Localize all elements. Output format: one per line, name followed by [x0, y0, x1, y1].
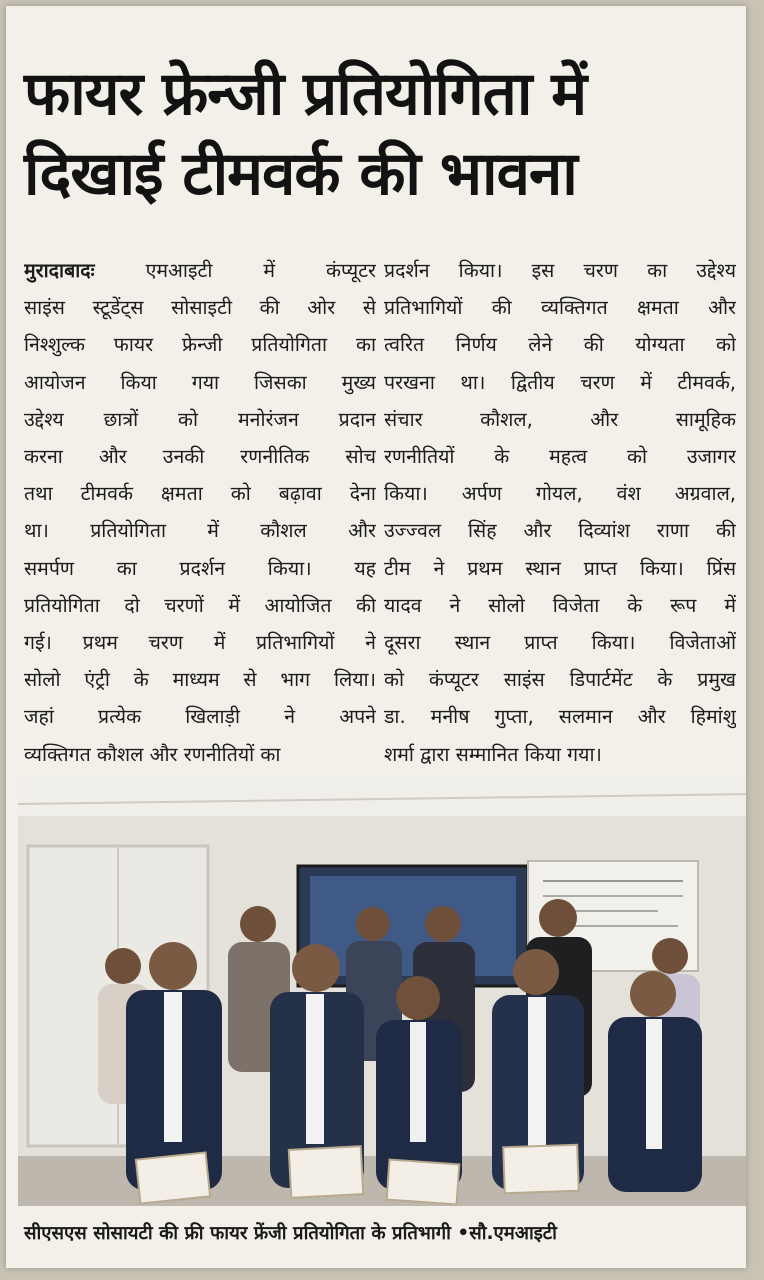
- article-line: रणनीतियों के महत्व को उजागर: [384, 445, 736, 469]
- article-line: त्वरित निर्णय लेने की योग्यता को: [384, 333, 736, 357]
- headline-line-1: फायर फ्रेन्जी प्रतियोगिता में: [24, 59, 587, 130]
- headline: [24, 55, 734, 215]
- article-line: आयोजन किया गया जिसका मुख्य: [24, 370, 376, 394]
- article-line: जहां प्रत्येक खिलाड़ी ने अपने: [24, 705, 376, 729]
- article-line: को कंप्यूटर साइंस डिपार्टमेंट के प्रमुख: [384, 668, 736, 692]
- article-line: करना और उनकी रणनीतिक सोच: [24, 445, 376, 469]
- group-photo: [18, 776, 746, 1206]
- article-line: प्रतिभागियों की व्यक्तिगत क्षमता और: [384, 296, 736, 320]
- article-line: था। प्रतियोगिता में कौशल और: [24, 519, 376, 543]
- article-line: सोलो एंट्री के माध्यम से भाग लिया।: [24, 668, 376, 692]
- article-line: प्रतियोगिता दो चरणों में आयोजित की: [24, 593, 376, 617]
- article-body: [24, 252, 736, 772]
- article-column-2: [384, 252, 736, 772]
- article-line: परखना था। द्वितीय चरण में टीमवर्क,: [384, 370, 736, 394]
- article-line: संचार कौशल, और सामूहिक: [384, 407, 736, 431]
- headline-line-2: दिखाई टीमवर्क की भावना: [24, 139, 577, 210]
- group-photo-illustration: [18, 776, 746, 1206]
- article-line: डा. मनीष गुप्ता, सलमान और हिमांशु: [384, 705, 736, 729]
- article-line: गई। प्रथम चरण में प्रतिभागियों ने: [24, 631, 376, 655]
- article-line: उज्ज्वल सिंह और दिव्यांश राणा की: [384, 519, 736, 543]
- article-column-1: [24, 252, 376, 772]
- article-line: टीम ने प्रथम स्थान प्राप्त किया। प्रिंस: [384, 556, 736, 580]
- article-line: व्यक्तिगत कौशल और रणनीतियों का: [24, 742, 281, 766]
- article-line: मुरादाबादः एमआइटी में कंप्यूटर: [24, 259, 376, 282]
- photo-caption: [6, 1206, 746, 1268]
- newspaper-clipping: [6, 6, 746, 1268]
- article-line: यादव ने सोलो विजेता के रूप में: [384, 593, 736, 617]
- article-line: तथा टीमवर्क क्षमता को बढ़ावा देना: [24, 482, 376, 506]
- dateline: मुरादाबादः: [24, 259, 95, 282]
- photo-caption-text: सीएसएस सोसायटी की फ्री फायर फ्रेंजी प्रतियोगिता के प्रतिभागी •सौ.एमआइटी: [24, 1223, 557, 1244]
- article-line: साइंस स्टूडेंट्स सोसाइटी की ओर से: [24, 296, 376, 320]
- article-line: शर्मा द्वारा सम्मानित किया गया।: [384, 742, 602, 766]
- article-line: किया। अर्पण गोयल, वंश अग्रवाल,: [384, 482, 736, 506]
- article-line: उद्देश्य छात्रों को मनोरंजन प्रदान: [24, 407, 376, 431]
- article-line: निश्शुल्क फायर फ्रेन्जी प्रतियोगिता का: [24, 333, 376, 357]
- article-line: समर्पण का प्रदर्शन किया। यह: [24, 556, 376, 580]
- article-line: प्रदर्शन किया। इस चरण का उद्देश्य: [384, 259, 736, 282]
- article-line: दूसरा स्थान प्राप्त किया। विजेताओं: [384, 631, 736, 655]
